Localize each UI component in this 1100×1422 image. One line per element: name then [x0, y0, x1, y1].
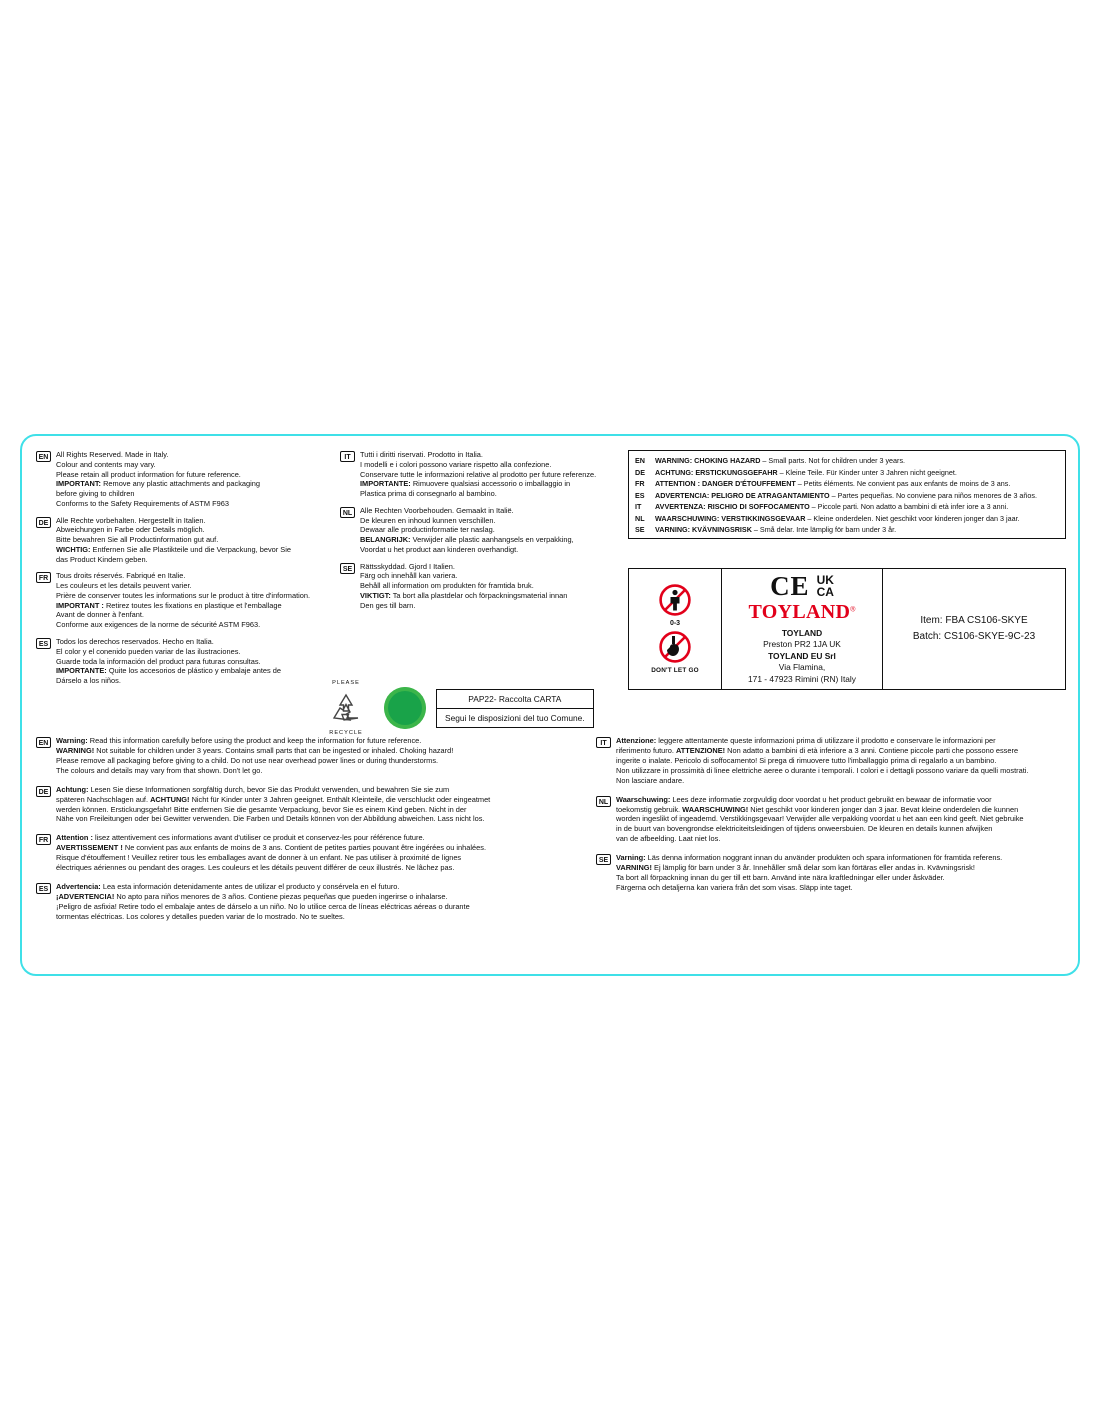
address-uk: Preston PR2 1JA UK — [763, 639, 841, 650]
brand-name: TOYLAND — [748, 601, 851, 624]
info-block-es — [36, 882, 576, 922]
warning-text: ADVERTENCIA: PELIGRO DE ATRAGANTAMIENTO – Partes pequeñas. No conviene para niños menores de 3 años. — [655, 490, 1038, 500]
warning-row-es — [635, 491, 1059, 500]
recycling-symbols — [318, 680, 618, 736]
info-block-de — [36, 516, 326, 565]
language-badge-it: IT — [340, 451, 355, 462]
language-badge-nl: NL — [596, 796, 611, 807]
address-eu-street: Via Flamina, — [778, 662, 826, 673]
warning-language-code: FR — [635, 479, 645, 488]
warning-row-en — [635, 456, 1059, 465]
info-block-text: Tutti i diritti riservati. Prodotto in Italia. I modelli e i colori possono variare rispetto alla confezione. Conservare tutte le informazioni relative al prodotto per future referenze. IMPORTANTE: Rimuovere qualsiasi accessorio o imballaggio in Plastica prima di consegnarlo al bambino. — [360, 450, 597, 499]
info-block-it — [596, 736, 1066, 786]
info-block-text: Waarschuwing: Lees deze informatie zorgvuldig door voordat u het product gebruikt en bewaar de informatie voor toekomstig gebruik. WAARSCHUWING! Niet geschikt voor kinderen jonger dan 3 jaar. Bevat kleine onderdelen die kunnen worden ingeslikt of ingeademd. Verstikkingsgevaar! Verwijder alle verpakking voordat u het aan een kind geeft. Niet gebruike in de buurt van bovengrondse elektriciteitsleidingen of tijdens onweersbuien. De kleuren en details kunnen afwijken van de afbeelding. Laat niet los. — [616, 794, 1024, 844]
company-eu: TOYLAND EU Srl — [768, 650, 836, 661]
recycle-label: RECYCLE — [329, 730, 363, 736]
info-column-left — [36, 450, 326, 693]
ukca-mark-icon — [817, 575, 834, 598]
info-block-de — [36, 785, 576, 825]
language-badge-es: ES — [36, 883, 51, 894]
dont-let-go-label: DON'T LET GO — [651, 667, 699, 674]
warning-language-code: NL — [635, 513, 645, 523]
language-badge-de: DE — [36, 517, 51, 528]
product-info-sheet — [20, 434, 1080, 976]
info-block-en — [36, 736, 576, 776]
info-block-text: Alle Rechten Voorbehouden. Gemaakt in Italië. De kleuren en inhoud kunnen verschillen. Dewaar alle productinformatie ter naslag. BELANGRIJK: Verwijder alle plastic aanhangsels en verpakking, Voordat u het product aan kinderen overhandigt. — [360, 505, 574, 554]
language-badge-nl: NL — [340, 507, 355, 518]
brand-and-manufacturer — [722, 569, 883, 689]
registered-mark: ® — [850, 606, 856, 614]
bottom-column-left — [36, 736, 576, 931]
warning-text: WAARSCHUWING: VERSTIKKINGSGEVAAR – Kleine onderdelen. Niet geschikt voor kinderen jonger dan 3 jaar. — [655, 513, 1020, 523]
green-dot-icon — [384, 687, 426, 729]
item-code: Item: FBA CS106-SKYE — [920, 615, 1028, 626]
language-badge-fr: FR — [36, 834, 51, 845]
warning-text: WARNING: CHOKING HAZARD – Small parts. Not for children under 3 years. — [655, 456, 906, 465]
info-block-text: Advertencia: Lea esta información detenidamente antes de utilizar el producto y consérvela en el futuro. ¡ADVERTENCIA! No apto para niños menores de 3 años. Contiene piezas pequeñas que pueden ingerirse o inhalarse. ¡Peligro de asfixia! Retire todo el embalaje antes de dárselo a un niño. No lo utilice cerca de líneas eléctricas aéreas o durante tormentas eléctricas. Los colores y detalles pueden variar de lo mostrado. No te sueltes. — [56, 882, 470, 921]
age-range-label: 0-3 — [669, 620, 681, 627]
info-column-middle — [340, 450, 630, 617]
pap-code: PAP22- Raccolta CARTA — [437, 690, 593, 709]
info-block-text: Rättsskyddad. Gjord I Italien. Färg och innehåll kan variera. Behåll all information om produkten för framtida bruk. VIKTIGT: Ta bort alla plastdelar och förpackningsmaterial innan Den ges till barn. — [360, 561, 568, 610]
warning-row-de — [635, 468, 1059, 477]
brand-logo — [749, 601, 856, 624]
age-restriction-symbols — [629, 569, 722, 689]
warning-text: ACHTUNG: ERSTICKUNGSGEFAHR – Kleine Teile. Für Kinder unter 3 Jahren nicht geeignet. — [655, 467, 957, 477]
address-eu-city: 171 - 47923 Rimini (RN) Italy — [748, 673, 856, 684]
ukca-line-2: CA — [816, 584, 834, 599]
info-block-nl — [596, 795, 1066, 845]
item-batch-info — [883, 569, 1065, 689]
warning-text: VARNING: KVÄVNINGSRISK – Små delar. Inte lämplig för barn under 3 år. — [655, 525, 897, 534]
please-recycle-icon — [318, 680, 374, 736]
certification-box — [628, 568, 1066, 690]
info-block-text: All Rights Reserved. Made in Italy. Colour and contents may vary. Please retain all product information for future reference. IMPORTANT: Remove any plastic attachments and packaging before giving to children Conforms to the Safety Requirements of ASTM F963 — [56, 450, 261, 508]
language-badge-en: EN — [36, 737, 51, 748]
warning-language-code: DE — [635, 467, 645, 477]
info-block-se — [596, 853, 1066, 893]
language-badge-en: EN — [36, 451, 51, 462]
batch-code: Batch: CS106-SKYE-9C-23 — [912, 631, 1036, 642]
language-badge-se: SE — [596, 854, 611, 865]
warning-row-se — [635, 525, 1059, 534]
warning-row-it — [635, 502, 1059, 511]
info-block-text: Attenzione: leggere attentamente queste informazioni prima di utilizzare il prodotto e conservare le informazioni per riferimento futuro. ATTENZIONE! Non adatto a bambini di età inferiore a 3 anni. Contiene piccole parti che possono essere ingerite o inalate. Pericolo di soffocamento! Si prega di rimuovere tutto l'imballaggio prima di regalarlo a un bambino. Non utilizzare in prossimità di linee elettriche aeree o durante i temporali. I colori e i dettagli possono variare da quelli mostrati. Non lasciare andare. — [616, 736, 1029, 785]
info-block-text: Attention : lisez attentivement ces informations avant d'utiliser ce produit et conservez-les pour référence future. AVERTISSEMENT ! Ne convient pas aux enfants de moins de 3 ans. Contient de petites parties pouvant être ingérées ou inhalées. Risque d'étouffement ! Veuillez retirer tous les emballages avant de donner à un enfant. Ne pas utiliser à proximité de lignes électriques aériennes ou pendant des orages. Les couleurs et les détails peuvent différer de ceux illustrés. Ne lâchez pas. — [56, 833, 486, 873]
warning-row-fr — [635, 479, 1059, 488]
info-block-se — [340, 562, 630, 611]
info-block-es — [36, 637, 326, 686]
warning-language-code: SE — [635, 525, 645, 534]
warning-text: ATTENTION : DANGER D'ÉTOUFFEMENT – Petits éléments. Ne convient pas aux enfants de moins de 3 ans. — [655, 479, 1011, 488]
language-badge-fr: FR — [36, 572, 51, 583]
info-block-fr — [36, 571, 326, 630]
warning-language-code: EN — [635, 456, 645, 465]
pap-note: Segui le disposizioni del tuo Comune. — [445, 712, 585, 723]
info-block-it — [340, 450, 630, 499]
info-block-nl — [340, 506, 630, 555]
mobius-loop-icon — [330, 692, 362, 724]
warning-language-code: ES — [635, 490, 645, 500]
choking-hazard-warning-box — [628, 450, 1066, 539]
info-block-fr — [36, 833, 576, 873]
warning-language-code: IT — [635, 502, 642, 511]
ce-mark-icon: CE — [770, 571, 810, 602]
info-block-text: Varning: Läs denna information noggrant innan du använder produkten och spara informationen för framtida referens. VARNING! Ej lämplig för barn under 3 år. Innehåller små delar som kan förtäras eller andas in. Kvävningsrisk! Ta bort all förpackning innan du ger till ett barn. Använd inte nära kraftledningar eller under åskväder. Färgerna och detaljerna kan variera från det som visas. Släpp inte taget. — [616, 853, 1003, 892]
info-block-text: Achtung: Lesen Sie diese Informationen sorgfältig durch, bevor Sie das Produkt verwenden, und bewahren Sie sie zum späteren Nachschlagen auf. ACHTUNG! Nicht für Kinder unter 3 Jahren geeignet. Enthält Kleinteile, die verschluckt oder eingeatmet werden können. Erstickungsgefahr! Bitte entfernen Sie die gesamte Verpackung, bevor Sie es einem Kind geben. Nicht in der Nähe von Freileitungen oder bei Gewitter verwenden. Die Farben und Details können von der Abbildung abweichen. Lass nicht los. — [56, 784, 491, 824]
ukca-line-1: UK — [816, 573, 834, 588]
language-badge-de: DE — [36, 786, 51, 797]
dont-let-go-icon — [652, 631, 698, 663]
info-block-en — [36, 450, 326, 509]
no-under-3-icon — [652, 584, 698, 616]
warning-row-nl — [635, 514, 1059, 523]
language-badge-it: IT — [596, 737, 611, 748]
language-badge-es: ES — [36, 638, 51, 649]
info-block-text: Todos los derechos reservados. Hecho en Italia. El color y el conenido pueden variar de las ilustraciones. Guarde toda la información del product para futuras consultas. IMPORTANTE: Quite los accesorios de plástico y embalaje antes de Dárselo a los niños. — [56, 637, 281, 686]
info-block-text: Tous droits réservés. Fabriqué en Italie. Les couleurs et les details peuvent varier. Prière de conserver toutes les informations sur le product à titre d'information. IMPORTANT : Retirez toutes les fixations en plastique et l'emballage Avant de donner à l'enfant. Conforme aux exigences de la norme de sécurité ASTM F963. — [56, 571, 311, 630]
info-block-text: Warning: Read this information carefully before using the product and keep the information for future reference. WARNING! Not suitable for children under 3 years. Contains small parts that can be ingested or inhaled. Choking hazard! Please remove all packaging before giving to a child. Do not use near overhead power lines or during thunderstorms. The colours and details may vary from that shown. Don't let go. — [56, 736, 454, 775]
warning-text: AVVERTENZA: RISCHIO DI SOFFOCAMENTO – Piccole parti. Non adatto a bambini di età infer iore a 3 anni. — [655, 502, 1009, 511]
company-uk: TOYLAND — [781, 628, 823, 639]
paper-recycling-box — [436, 689, 594, 728]
bottom-column-right — [596, 736, 1066, 902]
please-label: PLEASE — [332, 680, 360, 686]
info-block-text: Alle Rechte vorbehalten. Hergestellt in Italien. Abweichungen in Farbe oder Details möglich. Bitte bewahren Sie all Productinformation gut auf. WICHTIG: Entfernen Sie alle Plastikteile und die Verpackung, bevor Sie das Product Kindern geben. — [56, 515, 291, 564]
language-badge-se: SE — [340, 563, 355, 574]
